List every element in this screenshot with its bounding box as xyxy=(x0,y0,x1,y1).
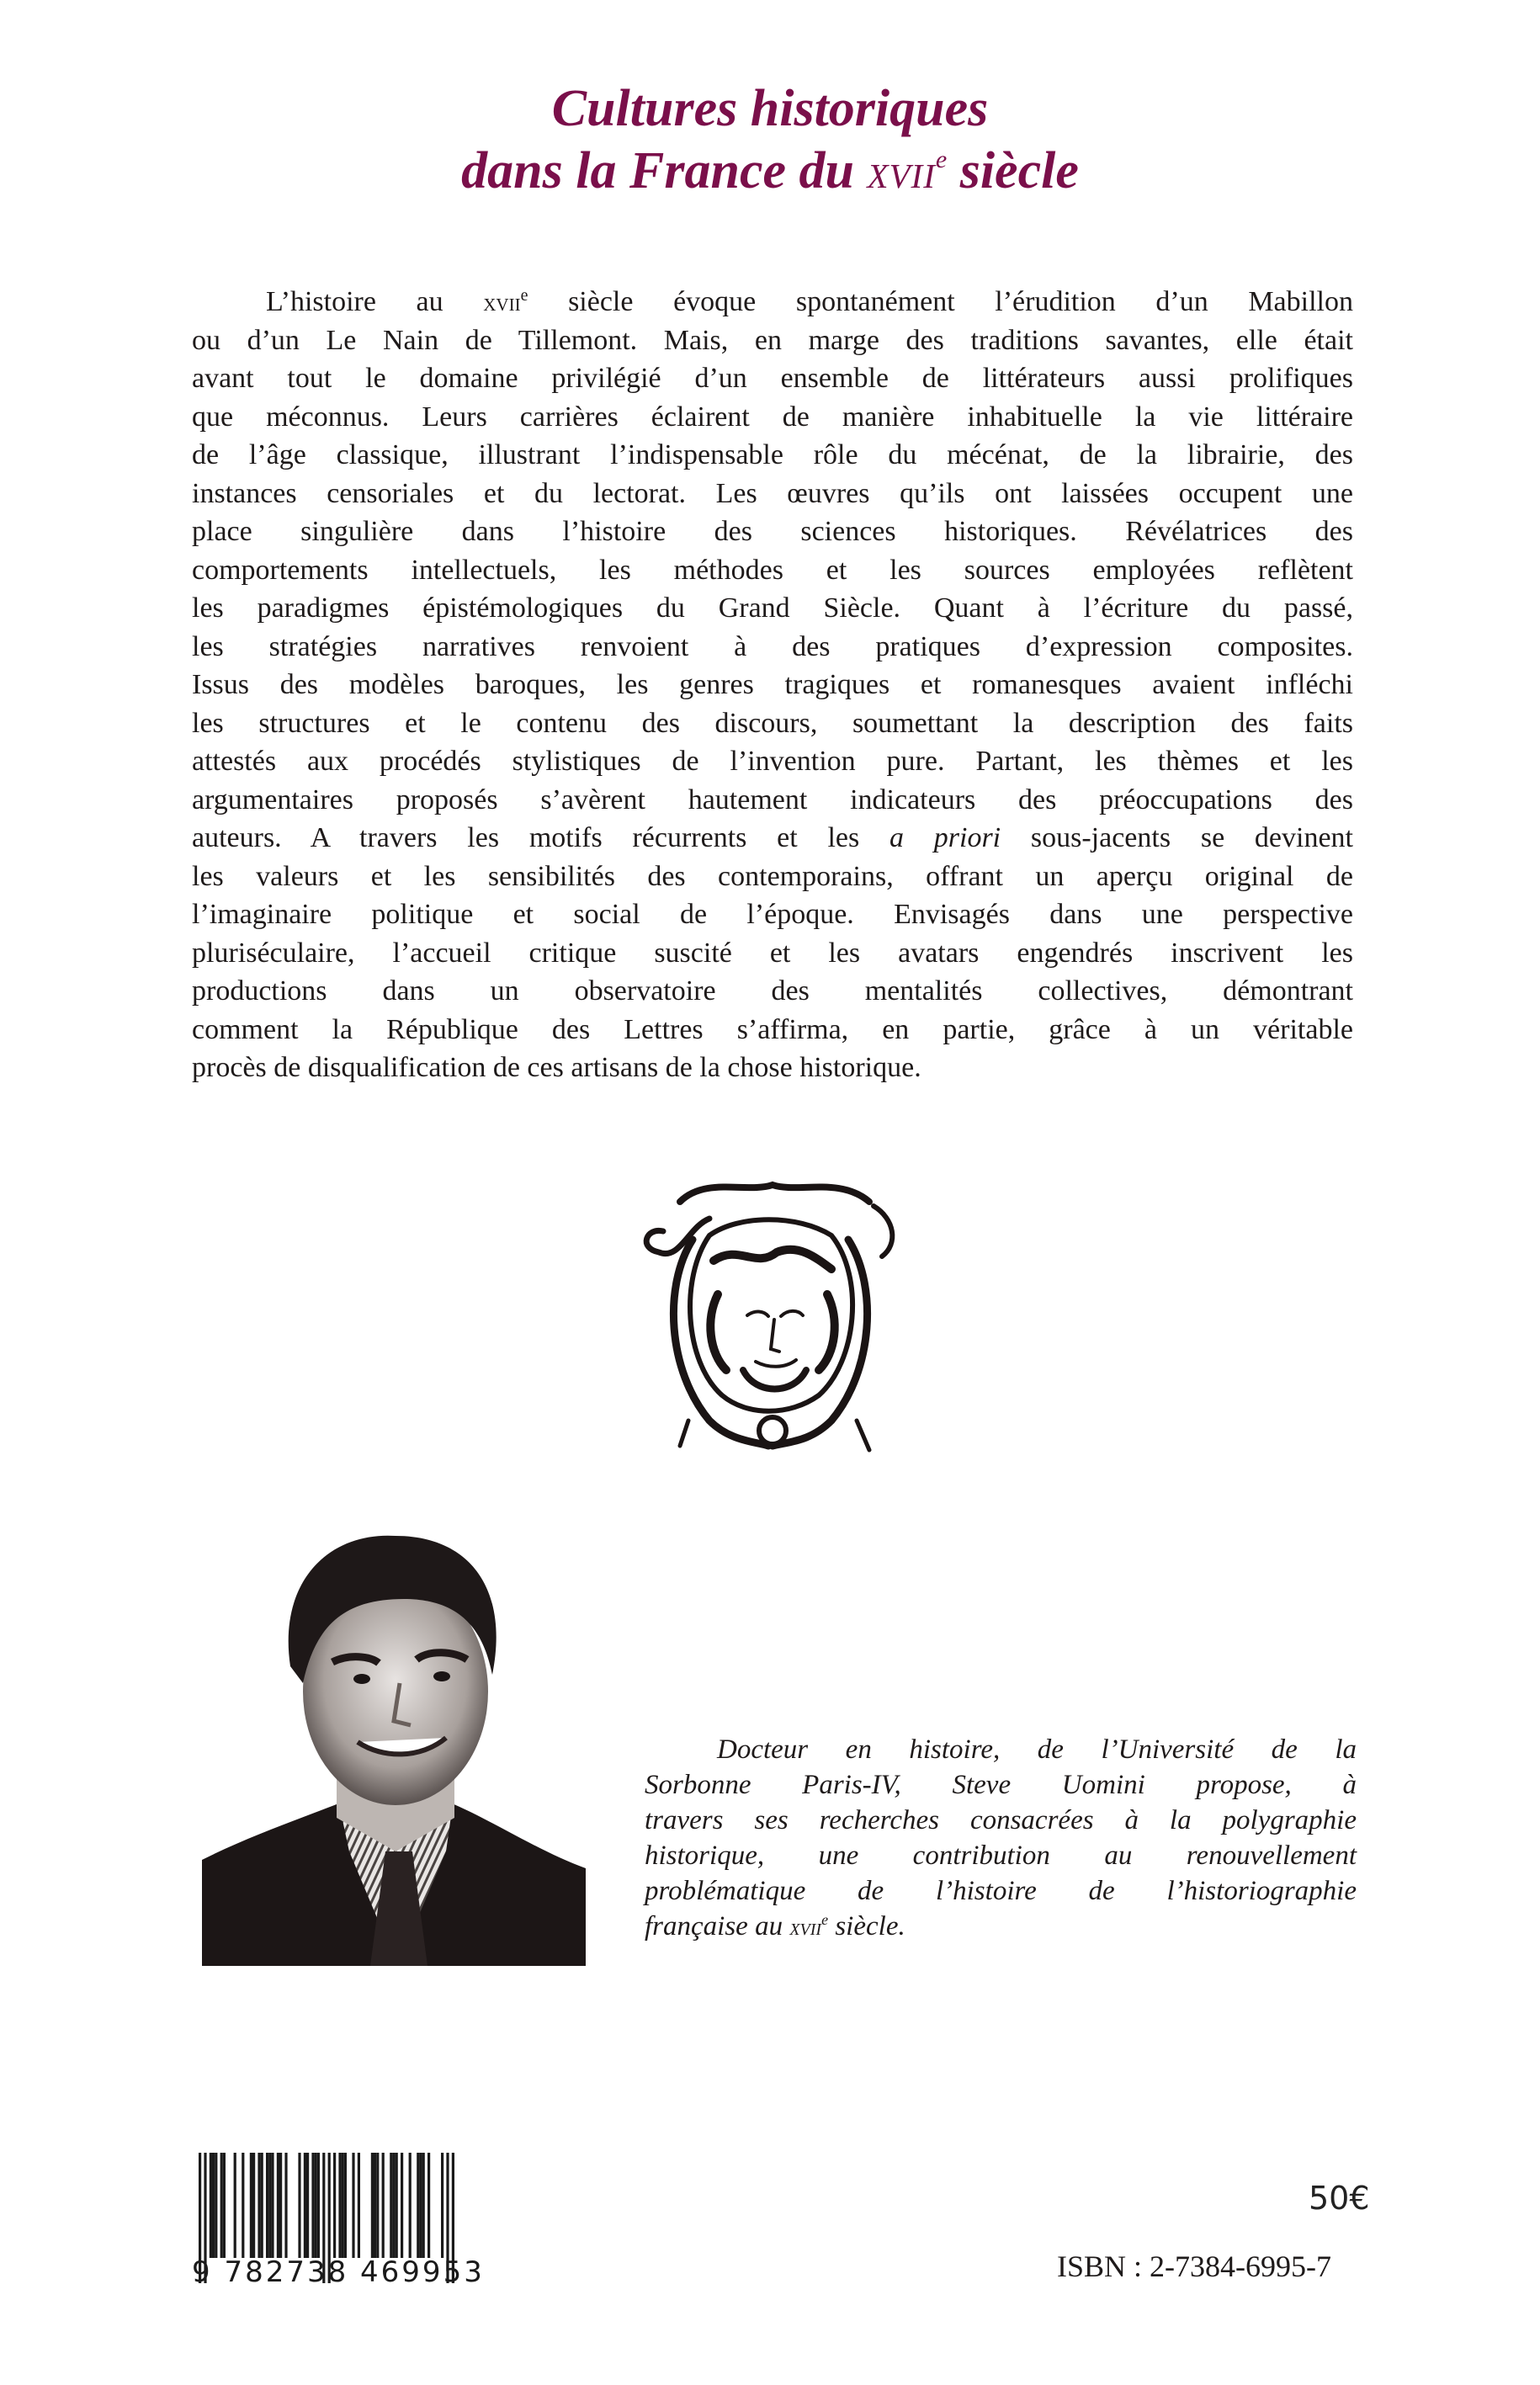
blurb-line: procès de disqualification de ces artisans de la chose historique. xyxy=(192,1052,921,1083)
blurb-line: les stratégies narratives renvoient à des pratiques d’expression composites. xyxy=(192,630,1353,662)
blurb-line: les paradigmes épistémologiques du Grand Siècle. Quant à l’écriture du passé, xyxy=(192,592,1353,624)
barcode-bar xyxy=(317,2153,320,2258)
barcode-bar xyxy=(212,2153,215,2258)
barcode-bar xyxy=(220,2153,223,2258)
barcode-bar xyxy=(441,2153,443,2258)
barcode-bar xyxy=(338,2153,341,2258)
price: 50€ xyxy=(1309,2180,1370,2217)
barcode-bar xyxy=(401,2153,403,2258)
blurb-line: Issus des modèles baroques, les genres tragiques et romanesques avaient infléchi xyxy=(192,669,1353,700)
barcode-bar xyxy=(279,2153,282,2258)
author-bio xyxy=(645,1732,1357,1944)
barcode-bar xyxy=(352,2153,354,2258)
barcode-bar xyxy=(223,2153,226,2258)
barcode-bar xyxy=(266,2153,268,2258)
barcode-bar xyxy=(252,2153,255,2258)
bio-line: Sorbonne Paris-IV, Steve Uomini propose, à xyxy=(645,1770,1357,1800)
blurb-line: place singulière dans l’histoire des sciences historiques. Révélatrices des xyxy=(192,516,1353,547)
barcode-bar xyxy=(417,2153,419,2258)
blurb-line: les valeurs et les sensibilités des contemporains, offrant un aperçu original de xyxy=(192,860,1353,892)
barcode-digits: 9 782738 469953 xyxy=(192,2255,485,2289)
barcode-bar xyxy=(371,2153,374,2258)
barcode-bar xyxy=(358,2153,360,2258)
ornament-mascaron-icon xyxy=(629,1168,911,1456)
blurb-line: l’imaginaire politique et social de l’époque. Envisagés dans une perspective xyxy=(192,899,1353,930)
barcode-bar xyxy=(284,2153,287,2258)
barcode-bar xyxy=(315,2153,317,2258)
barcode-bar xyxy=(419,2153,422,2258)
barcode-bar xyxy=(277,2153,279,2258)
blurb-line: pluriséculaire, l’accueil critique suscité et les avatars engendrés inscrivent les xyxy=(192,937,1353,969)
blurb-line: comment la République des Lettres s’affirma, en partie, grâce à un véritable xyxy=(192,1013,1353,1045)
barcode-bar xyxy=(409,2153,412,2258)
blurb-line: productions dans un observatoire des mentalités collectives, démontrant xyxy=(192,975,1353,1007)
blurb-line: comportements intellectuels, les méthodes et les sources employées reflètent xyxy=(192,554,1353,586)
back-cover-blurb xyxy=(192,283,1353,1087)
barcode-bar xyxy=(311,2153,314,2258)
barcode-bar xyxy=(392,2153,395,2258)
blurb-line: L’histoire au xvii$^e$ siècle évoque spontanément l’érudition d’un Mabillon xyxy=(266,286,1353,317)
blurb-line: argumentaires proposés s’avèrent hautement indicateurs des préoccupations des xyxy=(192,783,1353,815)
barcode-bar xyxy=(210,2153,212,2258)
blurb-line: ou d’un Le Nain de Tillemont. Mais, en marge des traditions savantes, elle était xyxy=(192,324,1353,356)
barcode-bar xyxy=(422,2153,425,2258)
bio-line: Docteur en histoire, de l’Université de la xyxy=(717,1734,1357,1765)
title-line-2 xyxy=(0,140,1540,203)
bio-line: travers ses recherches consacrées à la polygraphie xyxy=(645,1805,1357,1835)
bio-line: française au xvii$^e$ siècle. xyxy=(645,1911,905,1941)
title-century: xvii xyxy=(867,144,936,199)
barcode-bar xyxy=(376,2153,379,2258)
barcode-bar xyxy=(382,2153,385,2258)
barcode-bar xyxy=(242,2153,244,2258)
blurb-line: avant tout le domaine privilégié d’un ensemble de littérateurs aussi prolifiques xyxy=(192,363,1353,394)
barcode-bar xyxy=(390,2153,392,2258)
blurb-line: instances censoriales et du lectorat. Les œuvres qu’ils ont laissées occupent une xyxy=(192,477,1353,509)
bio-line: historique, une contribution au renouvellement xyxy=(645,1841,1357,1871)
title-line-1: Cultures historiques xyxy=(551,80,989,137)
barcode-bar xyxy=(234,2153,236,2258)
barcode-bar xyxy=(306,2153,309,2258)
barcode-bar xyxy=(215,2153,217,2258)
barcode-bar xyxy=(374,2153,376,2258)
isbn: ISBN : 2-7384-6995-7 xyxy=(1057,2250,1331,2283)
blurb-line: que méconnus. Leurs carrières éclairent de manière inhabituelle la vie littéraire xyxy=(192,401,1353,433)
title-century-sup: e xyxy=(935,146,948,173)
barcode-bar xyxy=(396,2153,398,2258)
barcode-bar xyxy=(333,2153,336,2258)
barcode-bar xyxy=(271,2153,273,2258)
title-line-2-text: dans la France du xyxy=(461,142,868,199)
barcode-bar xyxy=(342,2153,344,2258)
barcode-bar xyxy=(298,2153,300,2258)
barcode-bar xyxy=(344,2153,347,2258)
barcode-bar xyxy=(258,2153,260,2258)
barcode-bar xyxy=(268,2153,271,2258)
book-title xyxy=(0,77,1540,203)
title-line-2-end: siècle xyxy=(947,142,1079,199)
author-photo xyxy=(202,1498,586,1966)
blurb-line: les structures et le contenu des discours, soumettant la description des faits xyxy=(192,707,1353,739)
blurb-line: attestés aux procédés stylistiques de l’invention pure. Partant, les thèmes et les xyxy=(192,746,1353,777)
barcode-bar xyxy=(261,2153,263,2258)
barcode-bar xyxy=(304,2153,306,2258)
blurb-line: auteurs. A travers les motifs récurrents et les a priori sous-jacents se devinent xyxy=(192,822,1353,853)
barcode-bar xyxy=(427,2153,430,2258)
bio-line: problématique de l’histoire de l’historiographie xyxy=(645,1876,1357,1906)
blurb-line: de l’âge classique, illustrant l’indispensable rôle du mécénat, de la librairie, des xyxy=(192,439,1353,470)
barcode-bar xyxy=(250,2153,252,2258)
